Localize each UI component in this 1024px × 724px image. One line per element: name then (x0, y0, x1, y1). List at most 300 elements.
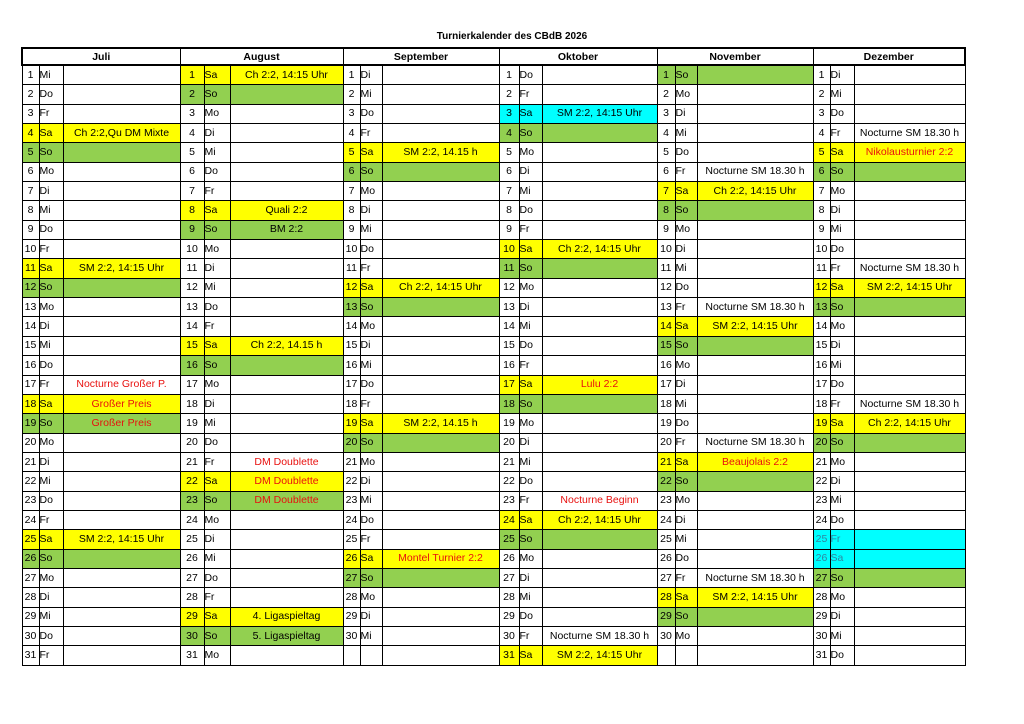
day-number-cell: 14 (499, 317, 519, 336)
calendar-row (22, 588, 965, 607)
day-number-cell: 15 (813, 336, 830, 355)
weekday-cell: Mo (519, 278, 542, 297)
weekday-cell: Fr (360, 124, 382, 143)
month-header-row (22, 48, 965, 65)
calendar-row (22, 626, 965, 645)
day-number-cell: 24 (22, 510, 39, 529)
event-cell: Nocturne SM 18.30 h (854, 259, 965, 278)
event-cell (382, 356, 499, 375)
calendar-row (22, 646, 965, 665)
weekday-cell: So (204, 491, 230, 510)
day-number-cell: 12 (657, 278, 675, 297)
calendar-row (22, 65, 965, 85)
event-cell (697, 549, 813, 568)
event-cell (697, 472, 813, 491)
month-header: Dezember (813, 48, 965, 65)
event-cell (542, 162, 657, 181)
weekday-cell: So (675, 472, 697, 491)
weekday-cell: Do (519, 336, 542, 355)
weekday-cell: Sa (519, 240, 542, 259)
day-number-cell: 22 (343, 472, 360, 491)
calendar-body (22, 65, 965, 665)
event-cell (542, 182, 657, 201)
event-cell (382, 433, 499, 452)
day-number-cell: 27 (499, 568, 519, 587)
event-cell: Nocturne Beginn (542, 491, 657, 510)
weekday-cell: Fr (519, 626, 542, 645)
day-number-cell: 5 (813, 143, 830, 162)
event-cell (382, 626, 499, 645)
event-cell (382, 162, 499, 181)
day-number-cell: 26 (813, 549, 830, 568)
day-number-cell: 30 (813, 626, 830, 645)
weekday-cell: Di (675, 240, 697, 259)
weekday-cell: Do (360, 104, 382, 123)
day-number-cell: 20 (22, 433, 39, 452)
day-number-cell: 21 (657, 452, 675, 471)
day-number-cell: 14 (180, 317, 204, 336)
month-header: Juli (22, 48, 180, 65)
event-cell (854, 104, 965, 123)
day-number-cell: 3 (813, 104, 830, 123)
event-cell (230, 414, 343, 433)
day-number-cell: 16 (657, 356, 675, 375)
event-cell (230, 375, 343, 394)
weekday-cell: Mo (830, 317, 854, 336)
event-cell: Ch 2:2, 14:15 Uhr (854, 414, 965, 433)
day-number-cell: 18 (343, 394, 360, 413)
day-number-cell: 3 (657, 104, 675, 123)
day-number-cell: 22 (499, 472, 519, 491)
event-cell: SM 2:2, 14:15 Uhr (542, 104, 657, 123)
event-cell (382, 317, 499, 336)
weekday-cell: So (39, 549, 63, 568)
event-cell (854, 646, 965, 665)
weekday-cell: Fr (675, 568, 697, 587)
weekday-cell: Mi (39, 472, 63, 491)
calendar-row (22, 182, 965, 201)
day-number-cell: 15 (343, 336, 360, 355)
day-number-cell: 21 (813, 452, 830, 471)
event-cell (63, 491, 180, 510)
weekday-cell: Do (360, 240, 382, 259)
weekday-cell: Mo (675, 491, 697, 510)
event-cell: SM 2:2, 14:15 Uhr (542, 646, 657, 665)
event-cell: SM 2:2, 14.15 h (382, 143, 499, 162)
weekday-cell: So (519, 259, 542, 278)
event-cell (542, 414, 657, 433)
weekday-cell: Di (360, 472, 382, 491)
event-cell (63, 626, 180, 645)
day-number-cell: 8 (813, 201, 830, 220)
weekday-cell: Fr (204, 317, 230, 336)
weekday-cell: Sa (830, 278, 854, 297)
day-number-cell: 8 (657, 201, 675, 220)
event-cell (697, 143, 813, 162)
day-number-cell: 14 (343, 317, 360, 336)
day-number-cell: 14 (22, 317, 39, 336)
event-cell: Nocturne SM 18.30 h (854, 394, 965, 413)
weekday-cell: Di (204, 394, 230, 413)
event-cell (697, 336, 813, 355)
event-cell (542, 452, 657, 471)
event-cell: Nocturne SM 18.30 h (542, 626, 657, 645)
weekday-cell: Mo (830, 452, 854, 471)
event-cell (697, 104, 813, 123)
event-cell: DM Doublette (230, 491, 343, 510)
weekday-cell: Mi (675, 530, 697, 549)
event-cell: DM Doublette (230, 472, 343, 491)
calendar-row (22, 104, 965, 123)
event-cell (542, 201, 657, 220)
event-cell (542, 356, 657, 375)
weekday-cell: Do (204, 298, 230, 317)
weekday-cell: Sa (39, 530, 63, 549)
calendar-row (22, 375, 965, 394)
weekday-cell: Di (39, 317, 63, 336)
day-number-cell: 28 (657, 588, 675, 607)
day-number-cell: 24 (657, 510, 675, 529)
weekday-cell: Di (204, 259, 230, 278)
day-number-cell: 5 (22, 143, 39, 162)
event-cell (230, 85, 343, 104)
day-number-cell: 29 (657, 607, 675, 626)
event-cell (542, 259, 657, 278)
weekday-cell: Mo (204, 375, 230, 394)
day-number-cell: 15 (22, 336, 39, 355)
event-cell (854, 317, 965, 336)
event-cell (697, 414, 813, 433)
weekday-cell: So (675, 336, 697, 355)
day-number-cell: 7 (657, 182, 675, 201)
event-cell (230, 356, 343, 375)
calendar-row (22, 433, 965, 452)
event-cell: SM 2:2, 14:15 Uhr (854, 278, 965, 297)
event-cell (854, 491, 965, 510)
page-title: Turnierkalender des CBdB 2026 (436, 31, 588, 42)
weekday-cell: Mi (360, 220, 382, 239)
weekday-cell: So (360, 162, 382, 181)
month-header: November (657, 48, 813, 65)
weekday-cell: Mi (204, 143, 230, 162)
day-number-cell: 19 (22, 414, 39, 433)
day-number-cell: 23 (343, 491, 360, 510)
day-number-cell: 9 (813, 220, 830, 239)
event-cell (854, 182, 965, 201)
day-number-cell: 1 (180, 65, 204, 85)
day-number-cell: 7 (499, 182, 519, 201)
weekday-cell: Mo (830, 588, 854, 607)
day-number-cell: 26 (499, 549, 519, 568)
event-cell (382, 607, 499, 626)
day-number-cell: 16 (499, 356, 519, 375)
weekday-cell: Mo (360, 452, 382, 471)
weekday-cell: Mo (675, 626, 697, 645)
event-cell (382, 104, 499, 123)
weekday-cell: Mi (204, 278, 230, 297)
weekday-cell: Do (830, 510, 854, 529)
day-number-cell: 6 (813, 162, 830, 181)
event-cell (542, 336, 657, 355)
calendar-row (22, 298, 965, 317)
day-number-cell: 3 (499, 104, 519, 123)
event-cell (63, 472, 180, 491)
weekday-cell: Fr (39, 375, 63, 394)
event-cell (854, 336, 965, 355)
event-cell (382, 394, 499, 413)
weekday-cell: Di (519, 298, 542, 317)
day-number-cell: 31 (180, 646, 204, 665)
event-cell (382, 588, 499, 607)
weekday-cell: Sa (204, 336, 230, 355)
event-cell: SM 2:2, 14:15 Uhr (63, 259, 180, 278)
weekday-cell: Mo (360, 317, 382, 336)
event-cell (854, 452, 965, 471)
calendar-row (22, 201, 965, 220)
event-cell (382, 65, 499, 85)
event-cell: Nocturne SM 18.30 h (697, 298, 813, 317)
weekday-cell: Fr (360, 394, 382, 413)
weekday-cell: Sa (519, 375, 542, 394)
day-number-cell: 3 (343, 104, 360, 123)
day-number-cell: 13 (180, 298, 204, 317)
day-number-cell: 16 (22, 356, 39, 375)
event-cell: Großer Preis (63, 414, 180, 433)
weekday-cell: Mi (675, 259, 697, 278)
day-number-cell: 11 (180, 259, 204, 278)
weekday-cell: Sa (360, 414, 382, 433)
day-number-cell: 17 (499, 375, 519, 394)
weekday-cell: Do (675, 549, 697, 568)
weekday-cell: Do (519, 201, 542, 220)
day-number-cell: 12 (813, 278, 830, 297)
calendar-row (22, 452, 965, 471)
event-cell: Ch 2:2, 14:15 Uhr (697, 182, 813, 201)
day-number-cell: 23 (813, 491, 830, 510)
day-number-cell: 8 (22, 201, 39, 220)
day-number-cell: 3 (22, 104, 39, 123)
day-number-cell: 25 (180, 530, 204, 549)
weekday-cell: So (519, 530, 542, 549)
weekday-cell: Sa (675, 317, 697, 336)
event-cell (230, 568, 343, 587)
day-number-cell: 2 (22, 85, 39, 104)
day-number-cell: 15 (657, 336, 675, 355)
weekday-cell: Sa (519, 510, 542, 529)
day-number-cell: 30 (343, 626, 360, 645)
day-number-cell: 11 (657, 259, 675, 278)
weekday-cell: Fr (204, 182, 230, 201)
day-number-cell: 23 (180, 491, 204, 510)
day-number-cell: 4 (22, 124, 39, 143)
event-cell (854, 220, 965, 239)
calendar-row (22, 607, 965, 626)
day-number-cell: 27 (813, 568, 830, 587)
day-number-cell: 16 (343, 356, 360, 375)
day-number-cell: 8 (180, 201, 204, 220)
weekday-cell: Mo (360, 182, 382, 201)
event-cell (382, 298, 499, 317)
event-cell (230, 530, 343, 549)
event-cell (697, 124, 813, 143)
day-number-cell: 7 (343, 182, 360, 201)
weekday-cell: Di (675, 375, 697, 394)
event-cell (382, 259, 499, 278)
event-cell: Nocturne SM 18.30 h (854, 124, 965, 143)
weekday-cell: Fr (519, 356, 542, 375)
day-number-cell: 25 (499, 530, 519, 549)
weekday-cell: Di (360, 607, 382, 626)
weekday-cell: Mi (360, 85, 382, 104)
event-cell (63, 182, 180, 201)
weekday-cell: Mo (204, 240, 230, 259)
event-cell (382, 375, 499, 394)
weekday-cell: Fr (675, 162, 697, 181)
weekday-cell: So (204, 356, 230, 375)
event-cell: Nikolausturnier 2:2 (854, 143, 965, 162)
day-number-cell: 12 (499, 278, 519, 297)
weekday-cell: Sa (39, 259, 63, 278)
day-number-cell: 22 (813, 472, 830, 491)
day-number-cell: 15 (499, 336, 519, 355)
day-number-cell: 29 (343, 607, 360, 626)
day-number-cell: 20 (657, 433, 675, 452)
event-cell (542, 549, 657, 568)
event-cell (230, 182, 343, 201)
day-number-cell: 16 (813, 356, 830, 375)
day-number-cell: 27 (180, 568, 204, 587)
day-number-cell: 28 (22, 588, 39, 607)
day-number-cell: 18 (657, 394, 675, 413)
day-number-cell: 12 (180, 278, 204, 297)
weekday-cell: Fr (519, 491, 542, 510)
weekday-cell: Mo (39, 433, 63, 452)
weekday-cell: Mi (519, 452, 542, 471)
month-header: September (343, 48, 499, 65)
weekday-cell: Mo (204, 510, 230, 529)
day-number-cell: 7 (180, 182, 204, 201)
weekday-cell: Fr (204, 588, 230, 607)
day-number-cell: 1 (657, 65, 675, 85)
event-cell (382, 182, 499, 201)
event-cell (230, 646, 343, 665)
day-number-cell: 19 (499, 414, 519, 433)
event-cell (697, 530, 813, 549)
weekday-cell: Mo (830, 182, 854, 201)
event-cell (697, 278, 813, 297)
event-cell (382, 452, 499, 471)
day-number-cell: 1 (499, 65, 519, 85)
day-number-cell: 22 (180, 472, 204, 491)
day-number-cell: 13 (22, 298, 39, 317)
weekday-cell: Mo (519, 414, 542, 433)
event-cell (697, 356, 813, 375)
day-number-cell: 2 (499, 85, 519, 104)
day-number-cell: 1 (22, 65, 39, 85)
event-cell (854, 240, 965, 259)
event-cell: 4. Ligaspieltag (230, 607, 343, 626)
weekday-cell: Fr (360, 530, 382, 549)
day-number-cell: 24 (499, 510, 519, 529)
weekday-cell: Fr (39, 240, 63, 259)
day-number-cell: 10 (499, 240, 519, 259)
event-cell: Montel Turnier 2:2 (382, 549, 499, 568)
weekday-cell: Do (519, 607, 542, 626)
day-number-cell: 31 (499, 646, 519, 665)
event-cell (854, 65, 965, 85)
weekday-cell: Do (675, 143, 697, 162)
day-number-cell: 27 (22, 568, 39, 587)
day-number-cell: 6 (657, 162, 675, 181)
weekday-cell: Di (39, 588, 63, 607)
weekday-cell: Di (830, 607, 854, 626)
event-cell (854, 607, 965, 626)
weekday-cell: Di (519, 433, 542, 452)
weekday-cell: Sa (675, 182, 697, 201)
weekday-cell: Mo (39, 568, 63, 587)
weekday-cell: Fr (830, 259, 854, 278)
day-number-cell: 9 (343, 220, 360, 239)
calendar-row (22, 472, 965, 491)
event-cell (854, 201, 965, 220)
weekday-cell: Sa (360, 549, 382, 568)
day-number-cell: 21 (22, 452, 39, 471)
day-number-cell: 9 (22, 220, 39, 239)
day-number-cell: 4 (343, 124, 360, 143)
event-cell (230, 162, 343, 181)
weekday-cell: Mi (675, 394, 697, 413)
day-number-cell: 12 (22, 278, 39, 297)
weekday-cell: Di (675, 510, 697, 529)
weekday-cell: Mo (204, 646, 230, 665)
month-header: August (180, 48, 343, 65)
weekday-cell: Do (830, 375, 854, 394)
weekday-cell: So (360, 568, 382, 587)
day-number-cell: 30 (180, 626, 204, 645)
event-cell (63, 549, 180, 568)
day-number-cell: 28 (180, 588, 204, 607)
weekday-cell: Mi (204, 549, 230, 568)
weekday-cell: So (360, 298, 382, 317)
event-cell (542, 298, 657, 317)
event-cell (382, 336, 499, 355)
event-cell (542, 124, 657, 143)
day-number-cell: 5 (180, 143, 204, 162)
weekday-cell: So (39, 278, 63, 297)
weekday-cell: Mo (675, 356, 697, 375)
event-cell: Nocturne Großer P. (63, 375, 180, 394)
day-number-cell: 4 (813, 124, 830, 143)
event-cell (542, 588, 657, 607)
day-number-cell: 11 (499, 259, 519, 278)
weekday-cell: Fr (39, 510, 63, 529)
event-cell (230, 298, 343, 317)
event-cell (542, 568, 657, 587)
day-number-cell: 8 (343, 201, 360, 220)
event-cell (542, 607, 657, 626)
weekday-cell: Di (519, 162, 542, 181)
weekday-cell: Mi (39, 607, 63, 626)
weekday-cell: Do (204, 433, 230, 452)
day-number-cell: 9 (499, 220, 519, 239)
day-number-cell: 19 (813, 414, 830, 433)
weekday-cell: Di (830, 336, 854, 355)
event-cell (854, 298, 965, 317)
day-number-cell: 30 (657, 626, 675, 645)
weekday-cell: Do (204, 568, 230, 587)
event-cell (382, 568, 499, 587)
weekday-cell: Fr (360, 259, 382, 278)
